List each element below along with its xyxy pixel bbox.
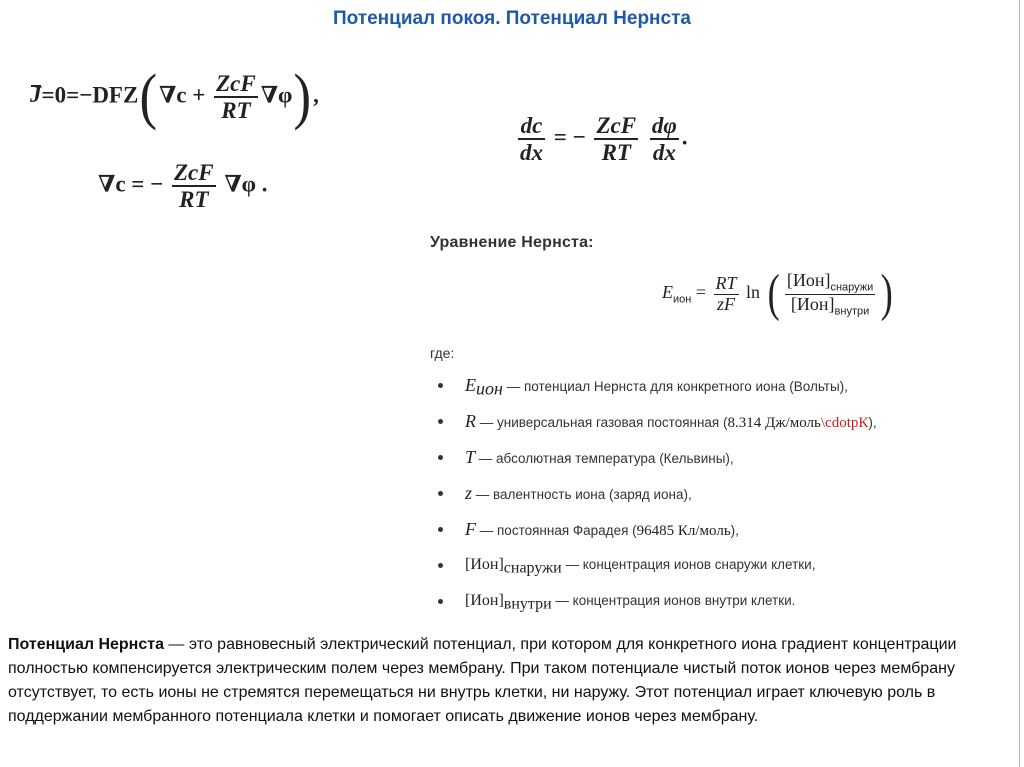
denominator: dx — [520, 140, 543, 166]
numerator: RT — [715, 272, 737, 293]
description: — универсальная газовая постоянная ( — [476, 415, 728, 430]
description: — концентрация ионов снаружи клетки, — [561, 557, 816, 572]
numerator: ZcF — [594, 113, 638, 140]
symbol: F — [465, 519, 476, 539]
description: — валентность иона (заряд иона), — [472, 487, 692, 502]
equals-minus: = − — [553, 124, 586, 150]
unit-error: \cdotpК — [820, 415, 869, 431]
numerator: dφ — [650, 113, 679, 140]
list-item — [438, 480, 877, 516]
close-paren: ) — [293, 63, 312, 131]
denominator: RT — [601, 140, 631, 166]
e-subscript: ион — [673, 293, 692, 306]
fraction-zcf-rt — [594, 113, 638, 166]
list-item — [438, 588, 877, 624]
list-item — [438, 552, 877, 588]
fraction-dphi-dx — [650, 113, 679, 166]
derivative-equation — [515, 113, 688, 166]
slide-border — [1019, 0, 1020, 767]
denominator: zF — [717, 293, 735, 314]
description: — постоянная Фарадея ( — [476, 523, 637, 538]
e-symbol: E — [662, 282, 673, 303]
symbol: T — [465, 447, 476, 467]
denominator: RT — [221, 98, 251, 123]
fraction-zcf-rt — [214, 71, 258, 124]
slide-title: Потенциал покоя. Потенциал Нернста — [333, 8, 691, 29]
symbol: [Ион] — [465, 556, 504, 573]
tail: ), — [868, 415, 877, 430]
nabla-phi: ∇φ — [260, 82, 293, 108]
open-paren: ( — [139, 63, 158, 131]
nabla-c: ∇c + — [158, 82, 206, 108]
period: . — [681, 124, 688, 150]
paragraph-term: Потенциал Нернста — [8, 636, 164, 653]
symbol-subscript: ион — [476, 378, 503, 399]
value: 8.314 Дж/моль — [727, 415, 821, 431]
close-paren: ) — [880, 265, 894, 322]
numerator: ZcF — [172, 160, 216, 187]
concentration-ratio — [785, 271, 875, 317]
equals: = — [695, 282, 706, 303]
ln: ln — [746, 282, 761, 303]
description: — потенциал Нернста для конкретного иона (Вольты), — [502, 379, 848, 394]
fraction-rt-zf — [714, 274, 739, 315]
symbol: [Ион] — [465, 592, 504, 609]
inside-subscript: внутри — [834, 305, 870, 318]
flux-equation — [30, 63, 319, 131]
gradient-rhs: ∇φ . — [224, 171, 268, 197]
fraction-zcf-rt — [172, 160, 216, 213]
tail: ), — [730, 523, 739, 538]
gradient-equation — [98, 160, 268, 213]
ion-outside: [Ион] — [786, 269, 831, 290]
denominator: RT — [179, 187, 209, 213]
outside-subscript: снаружи — [830, 281, 874, 294]
numerator — [785, 271, 875, 295]
numerator: dc — [518, 113, 545, 140]
symbol-subscript: внутри — [503, 595, 552, 613]
where-label: где: — [430, 345, 455, 361]
list-item — [438, 516, 877, 552]
list-item — [438, 444, 877, 480]
fraction-dc-dx — [518, 113, 545, 166]
numerator: ZcF — [214, 71, 258, 98]
symbol: E — [465, 375, 476, 395]
denominator — [785, 295, 875, 318]
flux-lhs: =0=−DFZ — [41, 82, 139, 108]
flux-symbol: J — [30, 82, 42, 108]
symbol: z — [465, 483, 473, 503]
value: 96485 Кл/моль — [636, 523, 731, 539]
ion-inside: [Ион] — [790, 293, 835, 314]
comma: , — [313, 82, 319, 108]
gradient-lhs: ∇c = − — [98, 171, 164, 197]
explanation-paragraph — [8, 633, 1013, 729]
denominator: dx — [652, 140, 676, 166]
list-item — [438, 372, 877, 408]
open-paren: ( — [767, 265, 780, 322]
definitions-list — [438, 372, 877, 624]
list-item — [438, 408, 877, 444]
nernst-heading: Уравнение Нернста: — [430, 234, 594, 251]
nernst-equation — [662, 265, 896, 322]
description: — концентрация ионов внутри клетки. — [551, 593, 796, 608]
symbol-subscript: снаружи — [503, 559, 562, 577]
paragraph-text: — это равновесный электрический потенциал, при котором для конкретного иона градиент концентрации полностью компенсируется электрическим полем через мембрану. При таком потенциале чистый поток ионов через мембрану отсутствует, то есть ионы не стремятся перемещаться ни внутрь клетки, ни наружу. Этот потенциал играет ключевую роль в поддержании мембранного потенциала клетки и помогает описать движение ионов через мембрану. — [8, 636, 957, 725]
symbol: R — [465, 411, 476, 431]
description: — абсолютная температура (Кельвины), — [475, 451, 734, 466]
